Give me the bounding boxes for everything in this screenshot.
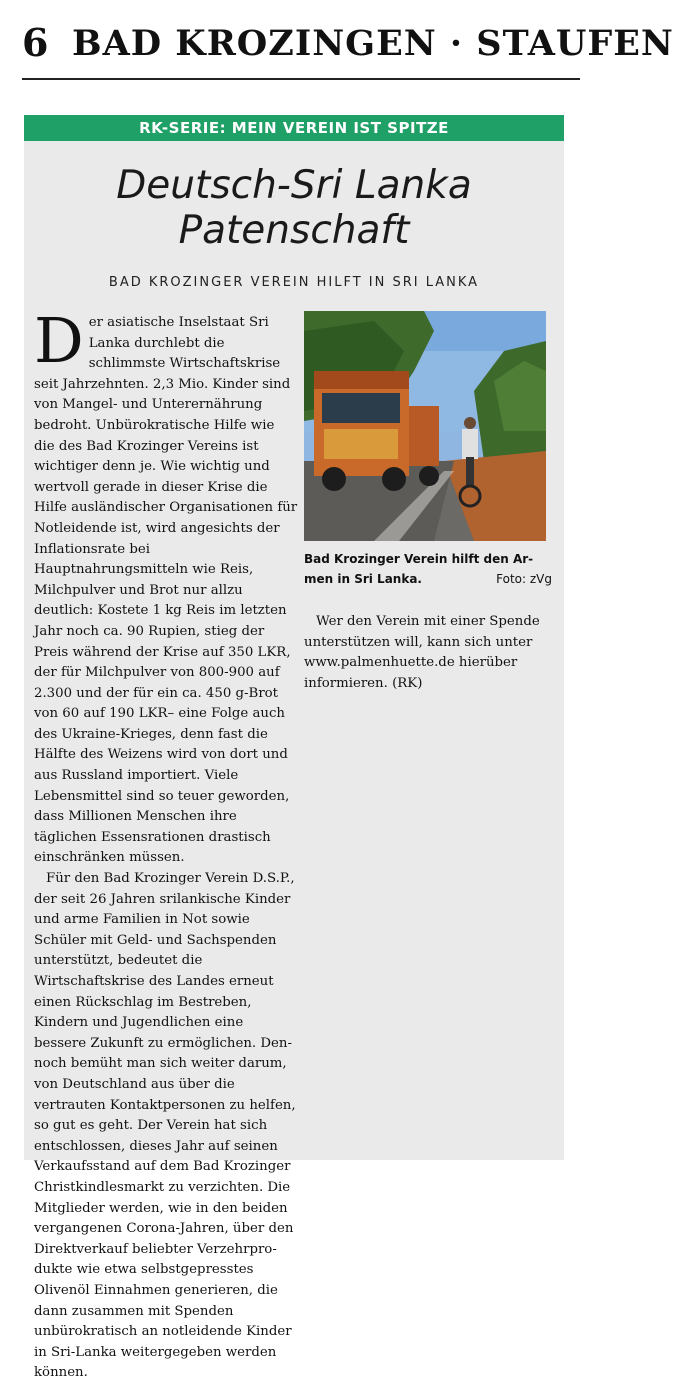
article-box xyxy=(24,115,564,1381)
caption-text: Bad Krozinger Verein hilft den Armen in Sri Lanka. xyxy=(304,552,534,586)
page-number: 6 xyxy=(22,20,49,65)
paragraph-2: Für den Bad Krozinger Verein D.S.P., der seit 26 Jahren srilankische Kinder und arme Familien in Not sowie Schüler mit Geld- und Sachspenden unterstützt, bedeutet die Wirtschaftskrise des Landes erneut einen Rückschlag im Bestreben, Kindern und Jugendlichen eine bessere Zukunft zu ermöglichen. Dennoch bemüht man sich weiter darum, von Deutschland aus über die vertrauten Kontaktpersonen zu helfen, so gut es geht. Der Verein hat sich entschlossen, dieses Jahr auf seinen Verkaufsstand auf dem Bad Krozinger Christkindlesmarkt zu verzichten. Die Mitglieder werden, wie in den beiden vergangenen Corona-Jahren, über den Direktverkauf beliebter Verzehrprodukte wie etwa selbstgepresstes Olivenöl Einnahmen generieren, die dann zusammen mit Spenden unbürokratisch an notleidende Kinder in Sri-Lanka weitergegeben werden können. xyxy=(34,871,296,1381)
page-header xyxy=(0,0,674,80)
subheadline: BAD KROZINGER VEREIN HILFT IN SRI LANKA xyxy=(108,275,480,290)
photo-caption xyxy=(304,549,552,589)
header-rule xyxy=(22,78,580,80)
photo-credit: Foto: zVg xyxy=(496,572,552,586)
paragraph-1-text: er asiatische Inselstaat Sri Lanka durchlebt die schlimmste Wirtschaftskrise seit Jahrzehnten. 2,3 Mio. Kinder sind von Mangel- und Unterernährung bedroht. Unbürokratische Hilfe wie die des Bad Krozinger Vereins ist wichtiger denn je. Wie wichtig und wertvoll gerade in dieser Krise die Hilfe ausländischer Organisationen für Notleidende ist, wird angesichts der Inflationsrate bei Hauptnahrungsmitteln wie Reis, Milchpulver und Brot nur allzu deutlich: Kostete 1 kg Reis im letzten Jahr noch ca. 90 Rupien, stieg der Preis während der Krise auf 350 LKR, der für Milchpulver von 800-900 auf 2.300 und der für ein ca. 450 g-Brot von 60 auf 190 LKR– eine Folge auch des Ukraine-Krieges, denn fast die Hälfte des Weizens wird von dort und aus Russland importiert. Viele Lebensmittel sind so teuer geworden, dass Millionen Menschen ihre täglichen Essensrationen drastisch einschränken müssen. xyxy=(34,315,298,866)
headline-line-1: Deutsch-Sri Lanka xyxy=(116,163,472,208)
column-right xyxy=(304,612,550,694)
column-left xyxy=(34,304,298,1384)
headline-line-2: Patenschaft xyxy=(178,208,410,253)
paragraph-1 xyxy=(34,304,298,869)
drop-cap: D xyxy=(34,304,84,377)
photo-truck-road xyxy=(304,311,546,541)
paragraph-3: Wer den Verein mit einer Spende unterstützen will, kann sich unter www.palmenhuette.de hierüber informieren. (RK) xyxy=(304,614,540,691)
headline xyxy=(24,163,564,253)
article-photo xyxy=(304,311,546,541)
section-title: BAD KROZINGEN · STAUFEN xyxy=(72,23,674,64)
series-banner: RK-SERIE: MEIN VEREIN IST SPITZE xyxy=(24,115,564,141)
